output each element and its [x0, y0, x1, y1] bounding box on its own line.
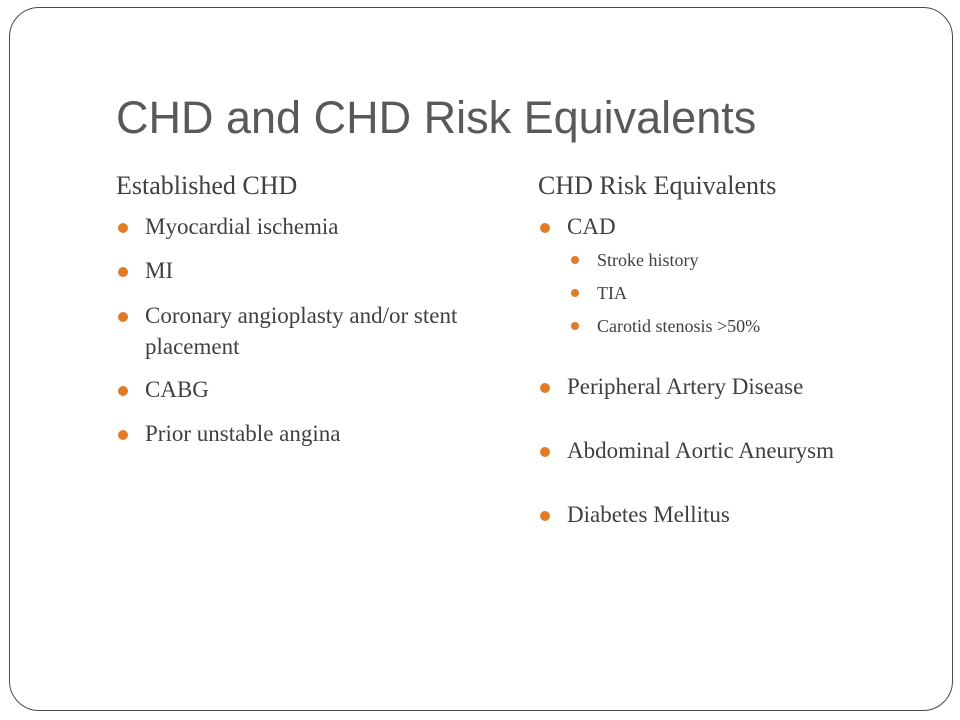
established-chd-list: [116, 211, 496, 449]
list-item: Abdominal Aortic Aneurysm: [538, 435, 938, 466]
right-column-heading: CHD Risk Equivalents: [538, 171, 777, 200]
sub-list-item: Carotid stenosis >50%: [567, 314, 938, 338]
slide-frame: [9, 7, 953, 711]
risk-equivalents-list: [538, 211, 938, 530]
list-item-label: CAD: [567, 214, 616, 239]
chd-risk-equivalents-column: [538, 168, 938, 530]
list-item: Peripheral Artery Disease: [538, 371, 938, 402]
list-item: MI: [116, 255, 496, 286]
established-chd-column: [116, 168, 496, 449]
list-item: Prior unstable angina: [116, 418, 496, 449]
cad-sublist: [567, 248, 938, 338]
list-item: Coronary angioplasty and/or stent placement: [116, 300, 496, 362]
sub-list-item: Stroke history: [567, 248, 938, 272]
list-item: CABG: [116, 374, 496, 405]
list-item: Diabetes Mellitus: [538, 499, 938, 530]
slide-title: CHD and CHD Risk Equivalents: [116, 92, 757, 143]
list-item: Myocardial ischemia: [116, 211, 496, 242]
sub-list-item: TIA: [567, 281, 938, 305]
left-column-heading: Established CHD: [116, 171, 298, 200]
list-item: [538, 211, 938, 338]
